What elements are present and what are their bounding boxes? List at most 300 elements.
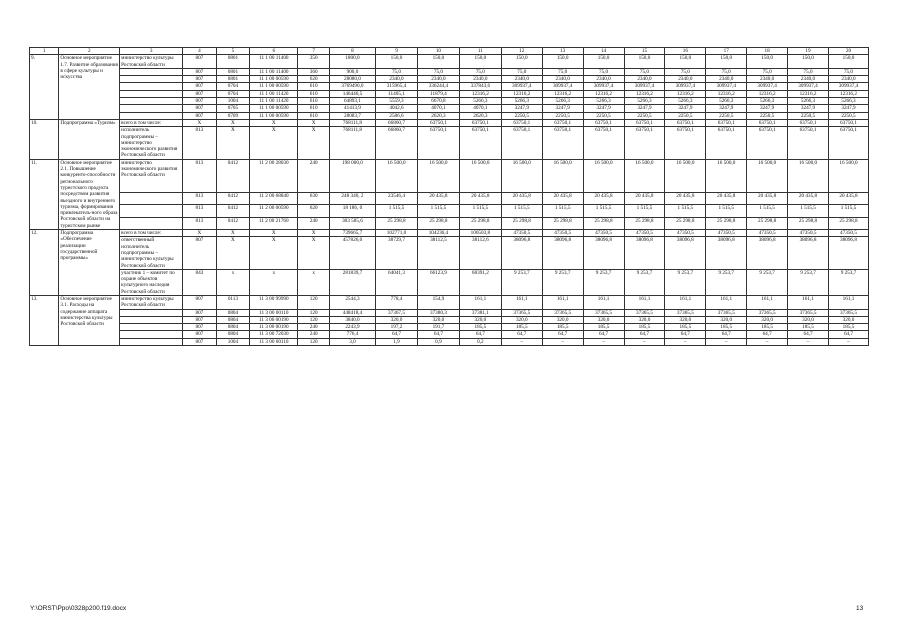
value-cell: 2250,5 [624,112,665,119]
value-cell: 11 3 00 00110 [250,309,298,316]
value-cell: 185,5 [747,324,788,331]
value-cell: 0412 [216,205,250,217]
value-cell: 4070,1 [459,105,501,112]
value-cell: 9 253,7 [583,269,624,295]
value-cell: 63750,1 [542,119,583,126]
value-cell: 1 515,5 [501,205,542,217]
value-cell: 309937,4 [542,83,583,90]
value-cell: 320,0 [501,316,542,323]
value-cell: 75,0 [828,68,868,75]
value-cell: 320,0 [788,316,829,323]
value-cell: 63750,1 [417,119,459,126]
value-cell: 16 500,0 [542,159,583,192]
value-cell: 185,5 [624,324,665,331]
value-cell: X [183,230,217,237]
value-cell: 2544,3 [329,295,375,309]
value-cell: 12316,2 [624,90,665,97]
value-cell: – [501,338,542,345]
value-cell: 185,5 [788,324,829,331]
column-number-header: 1 [30,48,59,55]
value-cell: 9 253,7 [665,269,706,295]
value-cell: 38096,8 [706,237,747,269]
executor-cell [120,112,183,119]
executor-cell [120,83,183,90]
value-cell: X [216,230,250,237]
value-cell: 9 253,7 [706,269,747,295]
value-cell: 63750,1 [706,119,747,126]
value-cell: – [788,338,829,345]
value-cell: 12316,2 [501,90,542,97]
value-cell: 610 [298,83,329,90]
column-number-header: 14 [583,48,624,55]
value-cell: 807 [183,338,217,345]
value-cell: 64,7 [828,331,868,338]
value-cell: 185,5 [542,324,583,331]
value-cell: 320,0 [747,316,788,323]
value-cell: 150,0 [459,55,501,69]
value-cell: 185,5 [583,324,624,331]
value-cell: 2340,0 [417,76,459,83]
value-cell: 37365,5 [583,309,624,316]
value-cell: 150,0 [828,55,868,69]
table-row [30,295,869,309]
value-cell: 12316,2 [747,90,788,97]
budget-table-page [29,47,869,346]
value-cell: 106503,8 [459,230,501,237]
value-cell: 146446,5 [329,90,375,97]
value-cell: 63750,1 [459,119,501,126]
column-number-header: 4 [183,48,217,55]
value-cell: 20 435,8 [624,193,665,205]
table-row [30,324,869,331]
row-number-cell: 11. [30,159,59,229]
value-cell: 778,4 [376,295,418,309]
value-cell: 64,7 [665,331,706,338]
value-cell: 47350,5 [583,230,624,237]
executor-cell [120,98,183,105]
value-cell: 610 [298,90,329,97]
value-cell: 620 [298,76,329,83]
value-cell: 64,7 [788,331,829,338]
value-cell: 3247,9 [828,105,868,112]
value-cell: 2340,0 [542,76,583,83]
value-cell: 281839,7 [329,269,375,295]
value-cell: 63750,1 [665,119,706,126]
value-cell: 185,5 [706,324,747,331]
value-cell: 161,1 [542,295,583,309]
value-cell: 309937,4 [828,83,868,90]
value-cell: 38096,8 [665,237,706,269]
value-cell: 16 500,0 [788,159,829,192]
value-cell: 11 2 00 68840 [250,193,298,205]
value-cell: X [250,119,298,126]
value-cell: X [183,119,217,126]
value-cell: 11 2 00 21760 [250,217,298,229]
column-number-header: 15 [624,48,665,55]
value-cell: 185,5 [459,324,501,331]
value-cell: 47350,5 [828,230,868,237]
value-cell: 63750,1 [501,119,542,126]
value-cell: 20 435,8 [542,193,583,205]
value-cell: X [216,237,250,269]
value-cell: 320,0 [624,316,665,323]
value-cell: 63750,1 [747,127,788,159]
value-cell: 0,2 [459,338,501,345]
value-cell: 161,1 [747,295,788,309]
value-cell: 360 [298,68,329,75]
value-cell: 66123,9 [417,269,459,295]
value-cell: 4070,1 [417,105,459,112]
value-cell: 20 435,8 [583,193,624,205]
value-cell: 120 [298,295,329,309]
value-cell: 25 298,8 [828,217,868,229]
value-cell: 25 298,8 [624,217,665,229]
value-cell: 11 2 00 00590 [250,205,298,217]
value-cell: 75,0 [583,68,624,75]
value-cell: 11 3 00 00110 [250,338,298,345]
value-cell: 5266,3 [501,98,542,105]
value-cell: 75,0 [747,68,788,75]
value-cell: 64,7 [417,331,459,338]
value-cell: 11 1 00 11400 [250,68,298,75]
budget-table [29,47,869,346]
executor-cell: всего в том числе: [120,230,183,237]
value-cell: 630 [298,193,329,205]
value-cell: 161,1 [788,295,829,309]
value-cell: 1004 [216,338,250,345]
value-cell: x [250,269,298,295]
value-cell: 150,0 [583,55,624,69]
executor-cell [120,217,183,229]
value-cell: X [298,119,329,126]
column-number-header: 19 [788,48,829,55]
value-cell: 75,0 [501,68,542,75]
value-cell: 9 253,7 [501,269,542,295]
value-cell: – [747,338,788,345]
value-cell: 2586,6 [376,112,418,119]
value-cell: 0801 [216,55,250,69]
value-cell: 63750,1 [624,127,665,159]
footer-file-path: Y:\ORST\Ppo\0328p200.f19.docx [30,605,127,612]
value-cell: 320,0 [459,316,501,323]
value-cell: 807 [183,237,217,269]
value-cell: 1 515,5 [788,205,829,217]
value-cell: 309937,4 [788,83,829,90]
value-cell: 20 435,8 [706,193,747,205]
table-row [30,338,869,345]
value-cell: 25 298,8 [583,217,624,229]
value-cell: 5266,3 [542,98,583,105]
value-cell: 16 500,0 [417,159,459,192]
value-cell: X [216,127,250,159]
row-number-cell: 10. [30,119,59,159]
value-cell: 37365,5 [788,309,829,316]
executor-cell: участник 1 – комитет по охране объектов культурного наследия Ростовской области [120,269,183,295]
value-cell: 38096,8 [583,237,624,269]
value-cell: 1004 [216,98,250,105]
value-cell: 0704 [216,90,250,97]
value-cell: 150,0 [376,55,418,69]
value-cell: 610 [298,98,329,105]
value-cell: 63750,1 [788,127,829,159]
value-cell: 12316,2 [665,90,706,97]
value-cell: 0801 [216,68,250,75]
value-cell: 38096,8 [542,237,583,269]
value-cell: 161,1 [828,295,868,309]
value-cell: 1 515,5 [665,205,706,217]
value-cell: 25 298,8 [747,217,788,229]
value-cell: 47350,5 [747,230,788,237]
value-cell: 150,0 [624,55,665,69]
row-number-cell: 13. [30,295,59,345]
value-cell: 0804 [216,309,250,316]
value-cell: 3247,9 [788,105,829,112]
value-cell: 768111,8 [329,127,375,159]
executor-cell: министерство экономического развития Ростовской области [120,159,183,192]
value-cell: 0804 [216,331,250,338]
value-cell: 2620,3 [417,112,459,119]
executor-cell [120,324,183,331]
value-cell: 9 253,7 [624,269,665,295]
value-cell: 63750,1 [747,119,788,126]
value-cell: 2340,0 [665,76,706,83]
column-number-header: 8 [329,48,375,55]
value-cell: 240 [298,159,329,192]
value-cell: 2340,0 [706,76,747,83]
table-row [30,105,869,112]
value-cell: 25 298,8 [417,217,459,229]
value-cell: 63750,1 [459,127,501,159]
value-cell: 2340,0 [624,76,665,83]
value-cell: 16 500,0 [706,159,747,192]
value-cell: 12316,2 [788,90,829,97]
value-cell: 120 [298,309,329,316]
value-cell: 20 435,8 [665,193,706,205]
value-cell: 813 [183,127,217,159]
value-cell: 11 1 00 00590 [250,105,298,112]
value-cell: 4042,6 [376,105,418,112]
value-cell: 185,5 [501,324,542,331]
value-cell: 25 298,8 [788,217,829,229]
value-cell: 1 515,5 [417,205,459,217]
value-cell: 2340,0 [459,76,501,83]
executor-cell [120,105,183,112]
value-cell: 63750,1 [624,119,665,126]
value-cell: 150,0 [706,55,747,69]
value-cell: 2340,0 [501,76,542,83]
value-cell: 320,0 [417,316,459,323]
value-cell: 12316,2 [583,90,624,97]
value-cell: 2243,9 [329,324,375,331]
value-cell: 807 [183,68,217,75]
value-cell: 25 298,8 [542,217,583,229]
table-row [30,119,869,126]
table-row [30,193,869,205]
row-number-cell: 9. [30,55,59,120]
value-cell: 64,7 [706,331,747,338]
value-cell: 813 [183,217,217,229]
column-number-header: 2 [59,48,120,55]
value-cell: 0113 [216,295,250,309]
value-cell: 5266,3 [788,98,829,105]
value-cell: 11879,4 [417,90,459,97]
executor-cell [120,68,183,75]
value-cell: 0412 [216,217,250,229]
value-cell: 807 [183,309,217,316]
value-cell: 807 [183,331,217,338]
value-cell: 185,5 [828,324,868,331]
value-cell: 9 253,7 [828,269,868,295]
value-cell: 0804 [216,316,250,323]
value-cell: 37365,5 [747,309,788,316]
value-cell: 320,0 [828,316,868,323]
column-number-header: 11 [459,48,501,55]
program-name-cell: Подпрограмма «Туризм» [59,119,120,159]
value-cell: 38096,8 [747,237,788,269]
value-cell: 66860,7 [376,127,418,159]
value-cell: 3247,9 [624,105,665,112]
value-cell: 776,4 [329,331,375,338]
value-cell: 11 1 00 11400 [250,55,298,69]
value-cell: 807 [183,316,217,323]
value-cell: 161,1 [665,295,706,309]
executor-cell [120,338,183,345]
value-cell: 16 500,0 [665,159,706,192]
value-cell: – [706,338,747,345]
value-cell: 5266,3 [706,98,747,105]
value-cell: 20 435,8 [417,193,459,205]
value-cell: 2250,5 [706,112,747,119]
value-cell: 38096,8 [788,237,829,269]
value-cell: 25 298,8 [665,217,706,229]
value-cell: 75,0 [788,68,829,75]
value-cell: 25 298,8 [459,217,501,229]
value-cell: 11405,1 [376,90,418,97]
value-cell: 161,1 [624,295,665,309]
value-cell: 23546,4 [376,193,418,205]
value-cell: 47350,5 [542,230,583,237]
column-number-header: 16 [665,48,706,55]
value-cell: 37365,5 [624,309,665,316]
value-cell: 47350,5 [788,230,829,237]
value-cell: 320,0 [376,316,418,323]
value-cell: 38112,5 [417,237,459,269]
value-cell: 5559,3 [376,98,418,105]
value-cell: 2340,0 [788,76,829,83]
value-cell: X [298,230,329,237]
column-number-row [30,48,869,55]
value-cell: 104236,4 [417,230,459,237]
value-cell: 0801 [216,76,250,83]
value-cell: 20 435,8 [459,193,501,205]
value-cell: 807 [183,76,217,83]
value-cell: 309937,4 [665,83,706,90]
program-name-cell: Основное мероприятие 1.7. Развитие образования в сфере культуры и искусства [59,55,120,120]
column-number-header: 10 [417,48,459,55]
value-cell: 303 585,6 [329,217,375,229]
value-cell: 161,1 [706,295,747,309]
value-cell: 185,5 [665,324,706,331]
table-row [30,55,869,69]
value-cell: 37381,1 [459,309,501,316]
value-cell: 3840,0 [329,316,375,323]
value-cell: 2250,5 [665,112,706,119]
value-cell: 16 500,0 [459,159,501,192]
value-cell: 161,1 [501,295,542,309]
value-cell: 75,0 [624,68,665,75]
value-cell: 63750,1 [828,127,868,159]
value-cell: 5266,3 [747,98,788,105]
table-row [30,90,869,97]
value-cell: 0412 [216,159,250,192]
value-cell: 350 [298,55,329,69]
value-cell: x [216,269,250,295]
value-cell: 11 1 00 00590 [250,76,298,83]
value-cell: 5266,3 [459,98,501,105]
value-cell: 309937,4 [583,83,624,90]
value-cell: 807 [183,295,217,309]
value-cell: 150,0 [417,55,459,69]
value-cell: 47350,5 [501,230,542,237]
value-cell: 25 298,8 [706,217,747,229]
value-cell: – [542,338,583,345]
value-cell: 41413,9 [329,105,375,112]
value-cell: 807 [183,324,217,331]
value-cell: 20 435,8 [747,193,788,205]
value-cell: 64,7 [747,331,788,338]
value-cell: 154,9 [417,295,459,309]
value-cell: 68391,2 [459,269,501,295]
value-cell: 240 [298,324,329,331]
column-number-header: 17 [706,48,747,55]
value-cell: 12316,2 [542,90,583,97]
value-cell: 2340,0 [583,76,624,83]
value-cell: 9 253,7 [542,269,583,295]
table-row [30,127,869,159]
table-row [30,230,869,237]
value-cell: 16 500,0 [376,159,418,192]
value-cell: 9 253,7 [788,269,829,295]
value-cell: 610 [298,112,329,119]
table-row [30,316,869,323]
value-cell: – [583,338,624,345]
column-number-header: 3 [120,48,183,55]
value-cell: 47350,5 [665,230,706,237]
value-cell: 38096,8 [828,237,868,269]
value-cell: 315965,4 [376,83,418,90]
value-cell: 11 1 00 11420 [250,90,298,97]
value-cell: 64,7 [542,331,583,338]
value-cell: 11 1 00 00590 [250,112,298,119]
value-cell: 150,0 [542,55,583,69]
value-cell: 64,7 [376,331,418,338]
value-cell: 37365,5 [828,309,868,316]
value-cell: 11 3 00 00190 [250,324,298,331]
value-cell: 11 1 00 11420 [250,98,298,105]
value-cell: 75,0 [665,68,706,75]
value-cell: 63750,1 [828,119,868,126]
column-number-header: 7 [298,48,329,55]
table-row [30,112,869,119]
value-cell: 11 3 00 72030 [250,331,298,338]
value-cell: 1800,0 [329,55,375,69]
value-cell: 37365,5 [706,309,747,316]
value-cell: – [828,338,868,345]
value-cell: 37365,5 [665,309,706,316]
table-row [30,269,869,295]
value-cell: 320,0 [665,316,706,323]
value-cell: 11 1 00 00590 [250,83,298,90]
